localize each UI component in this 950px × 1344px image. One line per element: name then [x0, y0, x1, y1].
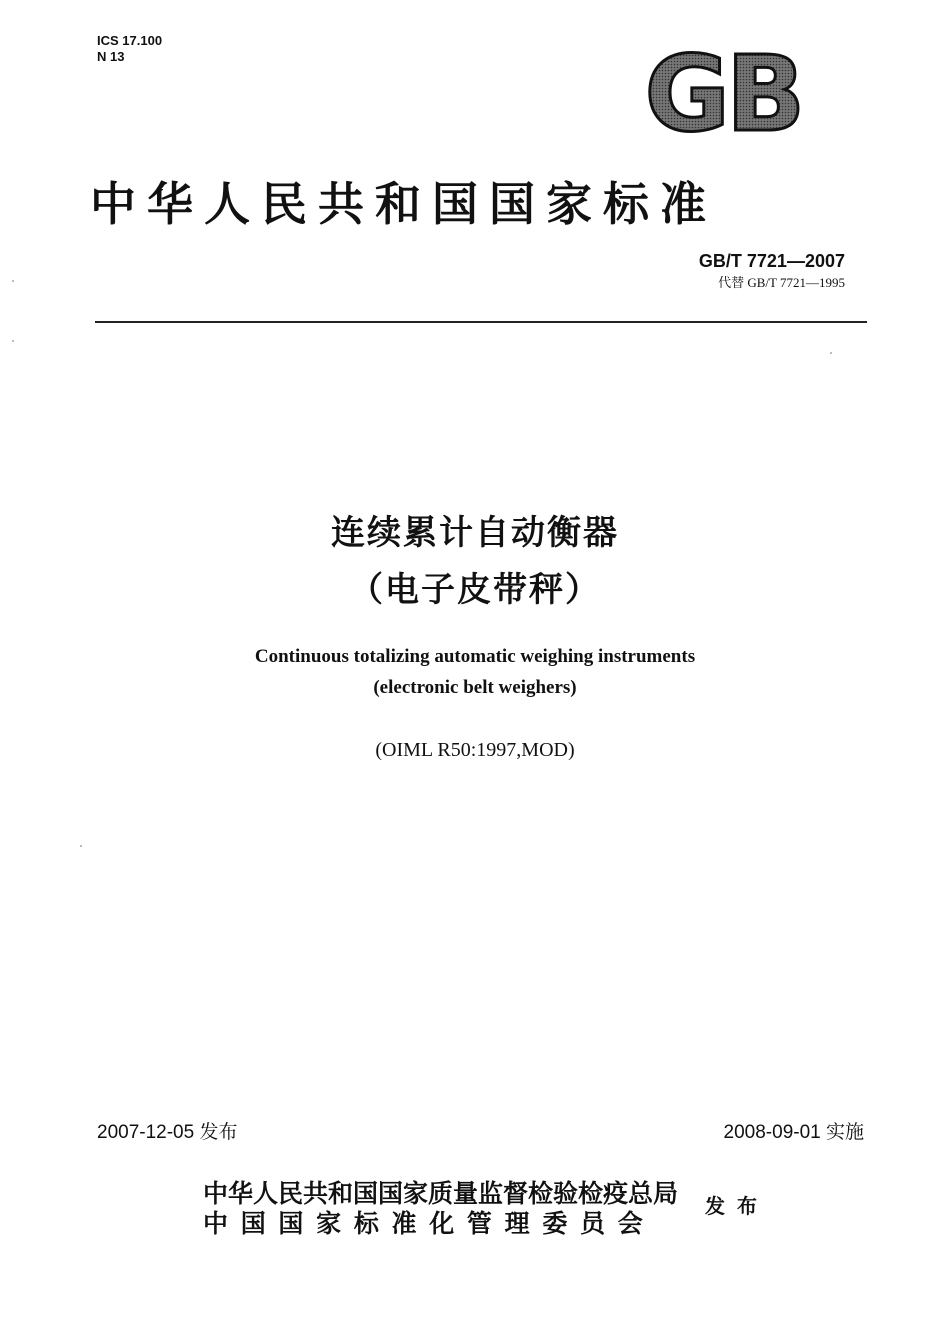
- standard-number: GB/T 7721—2007: [698, 251, 845, 271]
- scan-speck: [12, 280, 14, 282]
- scan-speck: [830, 352, 832, 354]
- ccs-code: N 13: [97, 49, 125, 64]
- issue-date: 2007-12-05 发布: [97, 1122, 238, 1143]
- publisher-aqsiq: 中华人民共和国国家质量监督检验检疫总局: [203, 1179, 679, 1208]
- chinese-subtitle: （电子皮带秤）: [349, 570, 601, 610]
- gb-logo-graphic: [628, 42, 818, 138]
- header-divider: [95, 321, 867, 323]
- publish-label: 发布: [705, 1194, 769, 1218]
- gb-logo: [628, 42, 818, 138]
- gb-logo-text: GB: [644, 42, 802, 138]
- adoption-note: (OIML R50:1997,MOD): [375, 739, 575, 761]
- english-title: Continuous totalizing automatic weighing instruments: [254, 646, 696, 667]
- classification-block: [97, 33, 162, 65]
- english-subtitle: (electronic belt weighers): [373, 677, 577, 698]
- implementation-date: 2008-09-01 实施: [723, 1122, 864, 1143]
- scan-speck: [80, 845, 82, 847]
- ics-code: ICS 17.100: [97, 33, 163, 48]
- national-standard-heading: 中华人民共和国国家标准: [90, 177, 717, 231]
- publisher-sac: 中 国 国 家 标 准 化 管 理 委 员 会: [203, 1209, 645, 1238]
- chinese-title: 连续累计自动衡器: [331, 513, 619, 553]
- replaced-standard: 代替 GB/T 7721—1995: [718, 275, 845, 290]
- scan-speck: [12, 340, 14, 342]
